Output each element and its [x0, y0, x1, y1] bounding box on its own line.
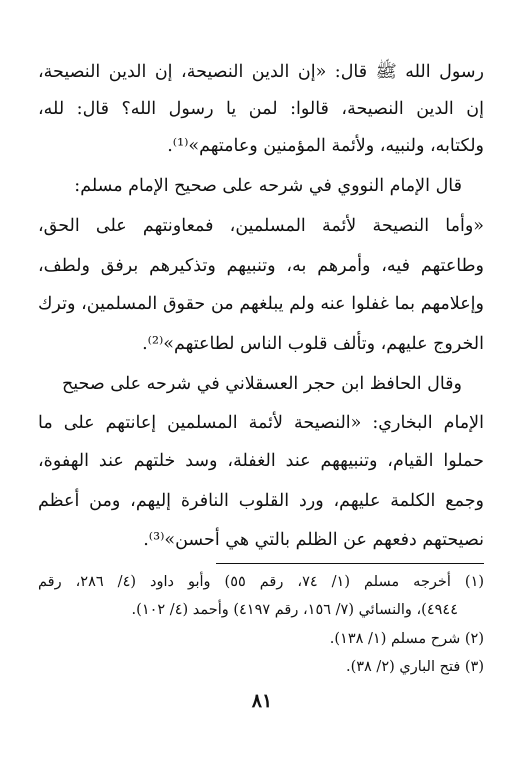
- page-number: ٨١: [251, 690, 273, 712]
- footnote-line: ٤٩٤٤)، والنسائي (٧/ ١٥٦، رقم ٤١٩٧) وأحمد (٤/ ١٠٢).: [131, 602, 458, 618]
- text-line: حملوا القيام، وتنبيههم عند الغفلة، وسد خلتهم عند الهفوة،: [38, 451, 484, 471]
- text-line: نصيحتهم دفعهم عن الظلم بالتي هي أحسن»⁽³⁾.: [143, 530, 484, 550]
- text-line: وجمع الكلمة عليهم، ورد القلوب النافرة إليهم، ومن أعظم: [38, 491, 484, 511]
- text-line: إن الدين النصيحة، قالوا: لمن يا رسول الله؟ قال: لله،: [38, 99, 484, 119]
- text-line: الخروج عليهم، وتألف قلوب الناس لطاعتهم»⁽²⁾.: [142, 334, 484, 354]
- text-line: ولكتابه، ولنبيه، ولأئمة المؤمنين وعامتهم»⁽¹⁾.: [167, 136, 484, 156]
- footnote-line: (٢) شرح مسلم (١/ ١٣٨).: [329, 631, 484, 647]
- text-line: قال الإمام النووي في شرحه على صحيح الإمام مسلم:: [74, 176, 462, 196]
- text-line: «وأما النصيحة لأئمة المسلمين، فمعاونتهم على الحق،: [38, 216, 484, 236]
- text-line: رسول الله ﷺ قال: «إن الدين النصيحة، إن الدين النصيحة،: [38, 62, 484, 82]
- text-line: وقال الحافظ ابن حجر العسقلاني في شرحه على صحيح: [61, 374, 462, 394]
- footnote-separator: [216, 563, 484, 564]
- text-line: وإعلامهم بما غفلوا عنه ولم يبلغهم من حقوق المسلمين، وترك: [38, 294, 484, 314]
- text-line: الإمام البخاري: «النصيحة لأئمة المسلمين إعانتهم على ما: [38, 413, 484, 433]
- footnote-line: (١) أخرجه مسلم (١/ ٧٤، رقم ٥٥) وأبو داود (٤/ ٢٨٦، رقم: [38, 574, 484, 590]
- footnote-line: (٣) فتح الباري (٢/ ٣٨).: [345, 659, 484, 675]
- text-line: وطاعتهم فيه، وأمرهم به، وتنبيهم وتذكيرهم برفق ولطف،: [38, 256, 484, 276]
